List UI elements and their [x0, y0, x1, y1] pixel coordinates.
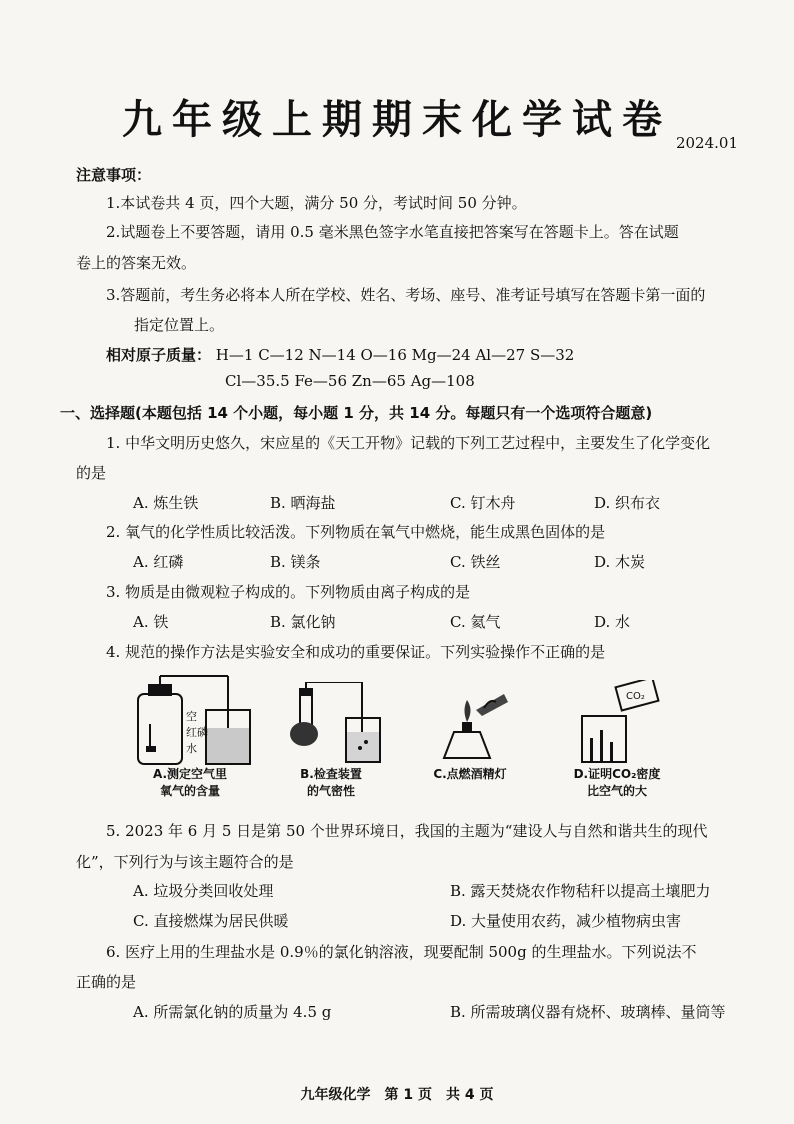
- figure-d-label-co2: CO₂: [626, 691, 645, 702]
- q1-stem: 1. 中华文明历史悠久，宋应星的《天工开物》记载的下列工艺过程中，主要发生了化学变化: [106, 434, 711, 452]
- notice-heading: 注意事项：: [76, 166, 152, 184]
- q4-stem: 4. 规范的操作方法是实验安全和成功的重要保证。下列实验操作不正确的是: [106, 643, 606, 661]
- figure-d-caption: [552, 766, 682, 800]
- figure-d-apparatus: [568, 680, 668, 766]
- q1-option-b: B. 晒海盐: [270, 494, 336, 512]
- figure-a-label-phosphorus: 红磷: [186, 726, 208, 739]
- q5-option-c: C. 直接燃煤为居民供暖: [133, 912, 289, 930]
- q2-option-b: B. 镁条: [270, 553, 321, 571]
- q5-stem: 5. 2023 年 6 月 5 日是第 50 个世界环境日，我国的主题为“建设人与自然和谐共生的现代: [106, 822, 708, 840]
- q3-option-c: C. 氦气: [450, 613, 501, 631]
- atomic-mass-label: 相对原子质量：: [106, 346, 212, 364]
- figure-a-caption-line-2: 氧气的含量: [159, 784, 220, 798]
- notice-item-2-cont: 卷上的答案无效。: [76, 254, 197, 272]
- q1-stem-cont: 的是: [76, 464, 107, 482]
- page-footer: 九年级化学 第 1 页 共 4 页: [300, 1087, 494, 1103]
- figure-a-caption-line-1: A.测定空气里: [152, 767, 228, 781]
- q2-option-a: A. 红磷: [133, 553, 184, 571]
- q6-option-a: A. 所需氯化钠的质量为 4.5 g: [133, 1003, 332, 1021]
- notice-item-3-cont: 指定位置上。: [134, 316, 225, 334]
- q1-option-c: C. 钉木舟: [450, 494, 516, 512]
- atomic-mass-values-1: H—1 C—12 N—14 O—16 Mg—24 Al—27 S—32: [215, 346, 575, 364]
- q5-stem-cont: 化”，下列行为与该主题符合的是: [76, 853, 294, 871]
- q6-option-b: B. 所需玻璃仪器有烧杯、玻璃棒、量筒等: [450, 1003, 726, 1021]
- figure-d-caption-line-1: D.证明CO₂密度: [573, 767, 661, 781]
- q2-option-c: C. 铁丝: [450, 553, 501, 571]
- figure-b-caption-line-1: B.检查装置: [300, 767, 362, 781]
- q3-stem: 3. 物质是由微观粒子构成的。下列物质由离子构成的是: [106, 583, 471, 601]
- q5-option-d: D. 大量使用农药，减少植物病虫害: [450, 912, 682, 930]
- q1-option-d: D. 织布衣: [594, 494, 661, 512]
- notice-item-1: 1.本试卷共 4 页，四个大题，满分 50 分，考试时间 50 分钟。: [106, 194, 527, 212]
- q5-option-a: A. 垃圾分类回收处理: [133, 882, 274, 900]
- q2-stem: 2. 氧气的化学性质比较活泼。下列物质在氧气中燃烧，能生成黑色固体的是: [106, 523, 606, 541]
- q1-option-a: A. 炼生铁: [133, 494, 199, 512]
- atomic-mass-values-2: Cl—35.5 Fe—56 Zn—65 Ag—108: [225, 372, 475, 390]
- figure-b-caption-line-2: 的气密性: [306, 784, 355, 798]
- figure-c-apparatus: [424, 688, 514, 762]
- figure-a-label-water: 水: [186, 742, 197, 755]
- notice-item-2: 2.试题卷上不要答题，请用 0.5 毫米黑色签字水笔直接把答案写在答题卡上。答在试题: [106, 223, 679, 241]
- q6-stem-cont: 正确的是: [76, 973, 137, 991]
- q2-option-d: D. 木炭: [594, 553, 646, 571]
- q5-option-b: B. 露天焚烧农作物秸秆以提高土壤肥力: [450, 882, 711, 900]
- figure-a-label-air: 空: [186, 710, 197, 723]
- figure-c-caption: C.点燃酒精灯: [433, 767, 507, 781]
- figure-a-apparatus: [128, 674, 258, 768]
- figure-b-apparatus: [282, 682, 392, 766]
- exam-title: 九年级上期期末化学试卷: [122, 97, 672, 143]
- notice-item-3: 3.答题前，考生务必将本人所在学校、姓名、考场、座号、准考证号填写在答题卡第一面的: [106, 286, 706, 304]
- figure-b-caption: [266, 766, 396, 800]
- atomic-mass-line-1: [106, 344, 574, 365]
- q3-option-b: B. 氯化钠: [270, 613, 336, 631]
- q3-option-d: D. 水: [594, 613, 631, 631]
- exam-date: 2024.01: [675, 134, 738, 152]
- section1-heading: 一、选择题(本题包括 14 个小题，每小题 1 分，共 14 分。每题只有一个选项符合题意): [60, 404, 653, 422]
- q3-option-a: A. 铁: [133, 613, 169, 631]
- q6-stem: 6. 医疗上用的生理盐水是 0.9％的氯化钠溶液，现要配制 500g 的生理盐水。下列说法不: [106, 943, 697, 961]
- figure-d-caption-line-2: 比空气的大: [586, 784, 647, 798]
- figure-a-caption: [120, 766, 260, 800]
